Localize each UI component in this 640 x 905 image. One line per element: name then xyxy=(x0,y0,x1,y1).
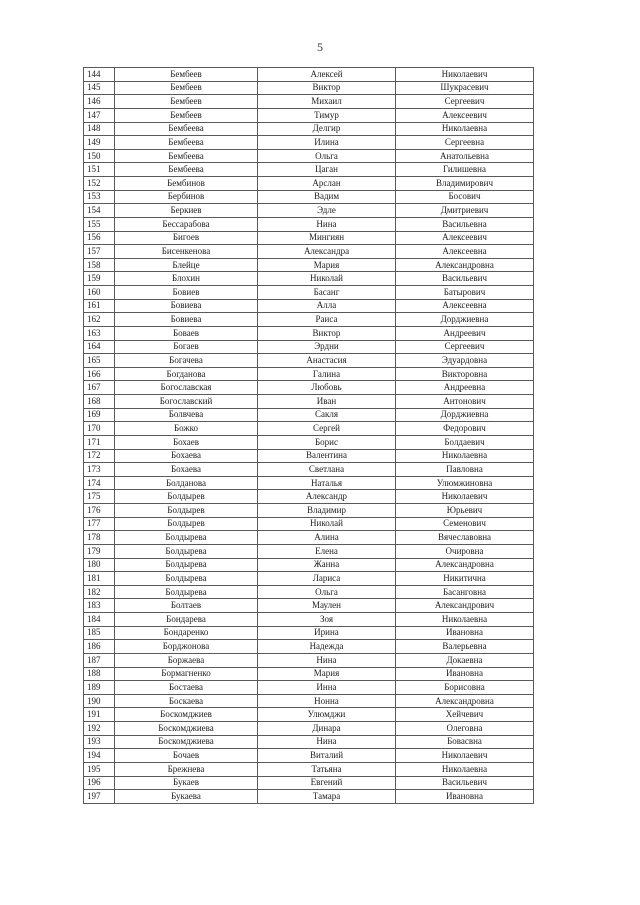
last-name: Болдырева xyxy=(115,544,258,558)
table-row xyxy=(84,313,534,327)
last-name: Бисенкенова xyxy=(115,245,258,259)
first-name: Виталий xyxy=(258,749,396,763)
first-name: Зоя xyxy=(258,613,396,627)
table-row xyxy=(84,694,534,708)
last-name: Бембеев xyxy=(115,81,258,95)
patronymic: Босович xyxy=(396,190,534,204)
table-row xyxy=(84,599,534,613)
table-row xyxy=(84,558,534,572)
first-name: Жанна xyxy=(258,558,396,572)
first-name: Басанг xyxy=(258,286,396,300)
patronymic: Гилишевна xyxy=(396,163,534,177)
last-name: Бембеев xyxy=(115,108,258,122)
table-row xyxy=(84,790,534,804)
last-name: Бембеева xyxy=(115,122,258,136)
last-name: Бондарева xyxy=(115,613,258,627)
row-number: 167 xyxy=(84,381,115,395)
table-row xyxy=(84,108,534,122)
last-name: Бигоев xyxy=(115,231,258,245)
last-name: Брежнева xyxy=(115,762,258,776)
patronymic: Ивановна xyxy=(396,626,534,640)
patronymic: Алексеевна xyxy=(396,245,534,259)
row-number: 178 xyxy=(84,531,115,545)
last-name: Букаева xyxy=(115,790,258,804)
first-name: Николай xyxy=(258,517,396,531)
first-name: Мария xyxy=(258,667,396,681)
last-name: Бембеева xyxy=(115,149,258,163)
row-number: 166 xyxy=(84,367,115,381)
row-number: 192 xyxy=(84,722,115,736)
first-name: Елена xyxy=(258,544,396,558)
row-number: 187 xyxy=(84,653,115,667)
first-name: Николай xyxy=(258,272,396,286)
row-number: 173 xyxy=(84,463,115,477)
row-number: 186 xyxy=(84,640,115,654)
last-name: Бохаева xyxy=(115,463,258,477)
first-name: Нонна xyxy=(258,694,396,708)
row-number: 195 xyxy=(84,762,115,776)
patronymic: Очировна xyxy=(396,544,534,558)
patronymic: Докаевна xyxy=(396,653,534,667)
first-name: Галина xyxy=(258,367,396,381)
row-number: 147 xyxy=(84,108,115,122)
patronymic: Николаевич xyxy=(396,490,534,504)
first-name: Татьяна xyxy=(258,762,396,776)
patronymic: Владимирович xyxy=(396,177,534,191)
last-name: Бохаева xyxy=(115,449,258,463)
table-row xyxy=(84,531,534,545)
last-name: Боваев xyxy=(115,326,258,340)
last-name: Беркиев xyxy=(115,204,258,218)
table-row xyxy=(84,722,534,736)
first-name: Тимур xyxy=(258,108,396,122)
table-row xyxy=(84,490,534,504)
last-name: Болдырев xyxy=(115,517,258,531)
table-row xyxy=(84,231,534,245)
row-number: 188 xyxy=(84,667,115,681)
row-number: 184 xyxy=(84,613,115,627)
table-row xyxy=(84,544,534,558)
first-name: Вадим xyxy=(258,190,396,204)
table-row xyxy=(84,217,534,231)
table-row xyxy=(84,681,534,695)
patronymic: Федорович xyxy=(396,422,534,436)
table-row xyxy=(84,149,534,163)
first-name: Валентина xyxy=(258,449,396,463)
row-number: 174 xyxy=(84,476,115,490)
row-number: 170 xyxy=(84,422,115,436)
table-row xyxy=(84,517,534,531)
first-name: Алла xyxy=(258,299,396,313)
first-name: Арслан xyxy=(258,177,396,191)
patronymic: Хейчевич xyxy=(396,708,534,722)
patronymic: Сергеевич xyxy=(396,340,534,354)
row-number: 148 xyxy=(84,122,115,136)
row-number: 182 xyxy=(84,585,115,599)
first-name: Мария xyxy=(258,258,396,272)
row-number: 164 xyxy=(84,340,115,354)
row-number: 181 xyxy=(84,572,115,586)
first-name: Иван xyxy=(258,395,396,409)
last-name: Борджонова xyxy=(115,640,258,654)
last-name: Болвчева xyxy=(115,408,258,422)
first-name: Нина xyxy=(258,653,396,667)
first-name: Сергей xyxy=(258,422,396,436)
last-name: Блохин xyxy=(115,272,258,286)
row-number: 194 xyxy=(84,749,115,763)
patronymic: Борисовна xyxy=(396,681,534,695)
row-number: 156 xyxy=(84,231,115,245)
first-name: Тамара xyxy=(258,790,396,804)
patronymic: Шукрасевич xyxy=(396,81,534,95)
first-name: Алина xyxy=(258,531,396,545)
last-name: Богославская xyxy=(115,381,258,395)
last-name: Бербинов xyxy=(115,190,258,204)
row-number: 191 xyxy=(84,708,115,722)
table-row xyxy=(84,177,534,191)
last-name: Богданова xyxy=(115,367,258,381)
last-name: Бормагненко xyxy=(115,667,258,681)
patronymic: Дорджиевна xyxy=(396,408,534,422)
table-row xyxy=(84,326,534,340)
last-name: Бембеев xyxy=(115,68,258,82)
patronymic: Викторовна xyxy=(396,367,534,381)
first-name: Цаган xyxy=(258,163,396,177)
last-name: Бембинов xyxy=(115,177,258,191)
table-row xyxy=(84,463,534,477)
patronymic: Васильевич xyxy=(396,776,534,790)
table-row xyxy=(84,367,534,381)
first-name: Надежда xyxy=(258,640,396,654)
table-row xyxy=(84,95,534,109)
row-number: 165 xyxy=(84,354,115,368)
first-name: Виктор xyxy=(258,81,396,95)
last-name: Бембеев xyxy=(115,95,258,109)
first-name: Борис xyxy=(258,435,396,449)
first-name: Алексей xyxy=(258,68,396,82)
patronymic: Алексеевич xyxy=(396,231,534,245)
row-number: 162 xyxy=(84,313,115,327)
table-row xyxy=(84,667,534,681)
row-number: 145 xyxy=(84,81,115,95)
first-name: Мингиян xyxy=(258,231,396,245)
last-name: Болдырева xyxy=(115,531,258,545)
last-name: Блейце xyxy=(115,258,258,272)
patronymic: Андреевич xyxy=(396,326,534,340)
patronymic: Юрьевич xyxy=(396,504,534,518)
table-row xyxy=(84,272,534,286)
row-number: 151 xyxy=(84,163,115,177)
patronymic: Вячеславовна xyxy=(396,531,534,545)
patronymic: Семенович xyxy=(396,517,534,531)
table-row xyxy=(84,762,534,776)
row-number: 155 xyxy=(84,217,115,231)
patronymic: Николаевна xyxy=(396,449,534,463)
last-name: Болданова xyxy=(115,476,258,490)
patronymic: Алексеевич xyxy=(396,108,534,122)
first-name: Ольга xyxy=(258,585,396,599)
last-name: Бондаренко xyxy=(115,626,258,640)
patronymic: Николаевна xyxy=(396,762,534,776)
last-name: Боскомджиева xyxy=(115,722,258,736)
patronymic: Сергеевич xyxy=(396,95,534,109)
first-name: Любовь xyxy=(258,381,396,395)
row-number: 197 xyxy=(84,790,115,804)
patronymic: Валерьевна xyxy=(396,640,534,654)
first-name: Виктор xyxy=(258,326,396,340)
first-name: Илина xyxy=(258,136,396,150)
row-number: 168 xyxy=(84,395,115,409)
last-name: Бовиев xyxy=(115,286,258,300)
row-number: 152 xyxy=(84,177,115,191)
last-name: Боскомджиева xyxy=(115,735,258,749)
patronymic: Дмитриевич xyxy=(396,204,534,218)
patronymic: Ивановна xyxy=(396,667,534,681)
last-name: Бовиева xyxy=(115,299,258,313)
table-row xyxy=(84,340,534,354)
table-row xyxy=(84,422,534,436)
row-number: 185 xyxy=(84,626,115,640)
first-name: Михаил xyxy=(258,95,396,109)
table-row xyxy=(84,258,534,272)
patronymic: Васильевна xyxy=(396,217,534,231)
last-name: Богаев xyxy=(115,340,258,354)
first-name: Светлана xyxy=(258,463,396,477)
last-name: Бовиева xyxy=(115,313,258,327)
patronymic: Павловна xyxy=(396,463,534,477)
first-name: Маулен xyxy=(258,599,396,613)
patronymic: Ивановна xyxy=(396,790,534,804)
last-name: Бочаев xyxy=(115,749,258,763)
last-name: Болдырева xyxy=(115,572,258,586)
row-number: 157 xyxy=(84,245,115,259)
table-row xyxy=(84,395,534,409)
first-name: Нина xyxy=(258,735,396,749)
table-row xyxy=(84,708,534,722)
first-name: Нина xyxy=(258,217,396,231)
patronymic: Сергеевна xyxy=(396,136,534,150)
last-name: Болтаев xyxy=(115,599,258,613)
row-number: 189 xyxy=(84,681,115,695)
first-name: Сакля xyxy=(258,408,396,422)
table-row xyxy=(84,204,534,218)
last-name: Болдырева xyxy=(115,585,258,599)
first-name: Анастасия xyxy=(258,354,396,368)
row-number: 161 xyxy=(84,299,115,313)
patronymic: Анатольевна xyxy=(396,149,534,163)
last-name: Бессарабова xyxy=(115,217,258,231)
row-number: 179 xyxy=(84,544,115,558)
last-name: Бостаева xyxy=(115,681,258,695)
first-name: Лариса xyxy=(258,572,396,586)
last-name: Боржаева xyxy=(115,653,258,667)
row-number: 146 xyxy=(84,95,115,109)
patronymic: Николаевна xyxy=(396,613,534,627)
table-row xyxy=(84,381,534,395)
last-name: Боскомджиев xyxy=(115,708,258,722)
page-number: 5 xyxy=(317,40,323,54)
patronymic: Николаевна xyxy=(396,122,534,136)
patronymic: Улюмжиновна xyxy=(396,476,534,490)
row-number: 158 xyxy=(84,258,115,272)
first-name: Евгений xyxy=(258,776,396,790)
last-name: Богославский xyxy=(115,395,258,409)
row-number: 154 xyxy=(84,204,115,218)
patronymic: Николаевич xyxy=(396,749,534,763)
row-number: 176 xyxy=(84,504,115,518)
row-number: 177 xyxy=(84,517,115,531)
last-name: Болдырева xyxy=(115,558,258,572)
patronymic: Александровна xyxy=(396,694,534,708)
patronymic: Александровна xyxy=(396,558,534,572)
first-name: Делгир xyxy=(258,122,396,136)
first-name: Эрдни xyxy=(258,340,396,354)
table-row xyxy=(84,408,534,422)
names-table-body xyxy=(84,68,534,804)
table-row xyxy=(84,286,534,300)
table-row xyxy=(84,626,534,640)
table-row xyxy=(84,572,534,586)
first-name: Улюмджи xyxy=(258,708,396,722)
first-name: Ольга xyxy=(258,149,396,163)
names-table xyxy=(83,67,534,804)
row-number: 159 xyxy=(84,272,115,286)
table-row xyxy=(84,776,534,790)
patronymic: Бовасвна xyxy=(396,735,534,749)
first-name: Эдле xyxy=(258,204,396,218)
patronymic: Васильевич xyxy=(396,272,534,286)
table-row xyxy=(84,136,534,150)
table-row xyxy=(84,81,534,95)
first-name: Раиса xyxy=(258,313,396,327)
table-row xyxy=(84,122,534,136)
first-name: Инна xyxy=(258,681,396,695)
table-row xyxy=(84,190,534,204)
patronymic: Александрович xyxy=(396,599,534,613)
row-number: 171 xyxy=(84,435,115,449)
patronymic: Басанговна xyxy=(396,585,534,599)
last-name: Богачева xyxy=(115,354,258,368)
table-row xyxy=(84,163,534,177)
patronymic: Болдаевич xyxy=(396,435,534,449)
table-row xyxy=(84,735,534,749)
last-name: Боскаева xyxy=(115,694,258,708)
patronymic: Николаевич xyxy=(396,68,534,82)
first-name: Наталья xyxy=(258,476,396,490)
patronymic: Эдуардовна xyxy=(396,354,534,368)
row-number: 153 xyxy=(84,190,115,204)
patronymic: Антонович xyxy=(396,395,534,409)
row-number: 144 xyxy=(84,68,115,82)
table-row xyxy=(84,354,534,368)
table-row xyxy=(84,653,534,667)
row-number: 175 xyxy=(84,490,115,504)
row-number: 183 xyxy=(84,599,115,613)
last-name: Бембеева xyxy=(115,136,258,150)
patronymic: Батырович xyxy=(396,286,534,300)
first-name: Александр xyxy=(258,490,396,504)
table-row xyxy=(84,749,534,763)
table-row xyxy=(84,68,534,82)
table-row xyxy=(84,245,534,259)
first-name: Александра xyxy=(258,245,396,259)
last-name: Букаев xyxy=(115,776,258,790)
table-row xyxy=(84,640,534,654)
row-number: 196 xyxy=(84,776,115,790)
row-number: 172 xyxy=(84,449,115,463)
table-row xyxy=(84,585,534,599)
table-row xyxy=(84,613,534,627)
row-number: 190 xyxy=(84,694,115,708)
row-number: 149 xyxy=(84,136,115,150)
last-name: Бембеева xyxy=(115,163,258,177)
last-name: Болдырев xyxy=(115,490,258,504)
last-name: Бохаев xyxy=(115,435,258,449)
row-number: 180 xyxy=(84,558,115,572)
patronymic: Олеговна xyxy=(396,722,534,736)
table-row xyxy=(84,299,534,313)
table-row xyxy=(84,435,534,449)
table-row xyxy=(84,449,534,463)
patronymic: Андреевна xyxy=(396,381,534,395)
row-number: 193 xyxy=(84,735,115,749)
patronymic: Алексеевна xyxy=(396,299,534,313)
last-name: Божко xyxy=(115,422,258,436)
patronymic: Дорджиевна xyxy=(396,313,534,327)
row-number: 163 xyxy=(84,326,115,340)
patronymic: Никитична xyxy=(396,572,534,586)
patronymic: Александровна xyxy=(396,258,534,272)
table-row xyxy=(84,504,534,518)
table-row xyxy=(84,476,534,490)
row-number: 160 xyxy=(84,286,115,300)
last-name: Болдырев xyxy=(115,504,258,518)
row-number: 169 xyxy=(84,408,115,422)
first-name: Ирина xyxy=(258,626,396,640)
row-number: 150 xyxy=(84,149,115,163)
first-name: Владимир xyxy=(258,504,396,518)
first-name: Динара xyxy=(258,722,396,736)
